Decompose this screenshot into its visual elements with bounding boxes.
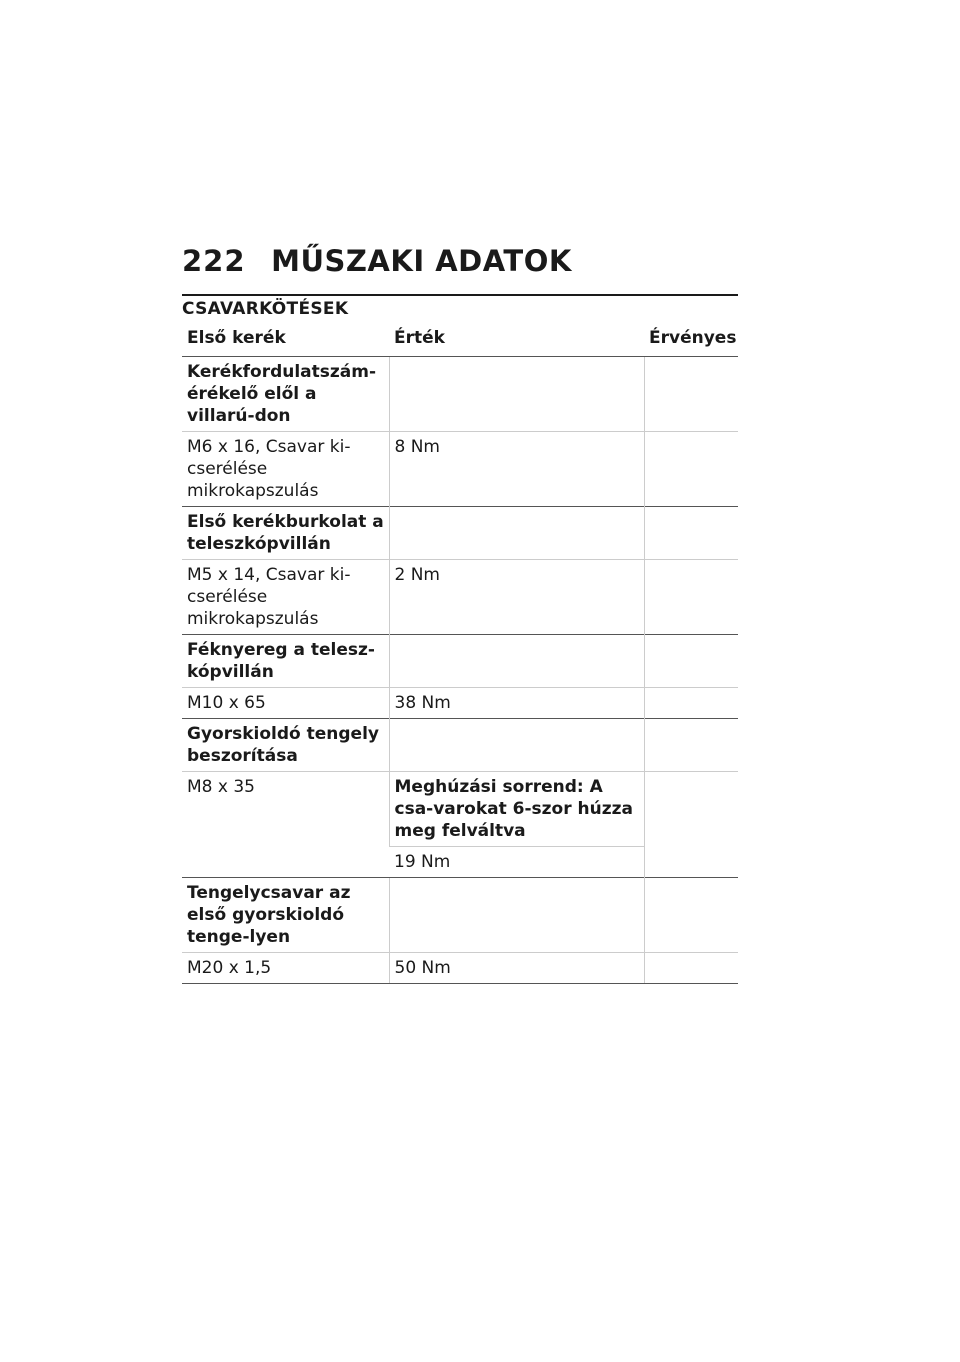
- table-row: [182, 772, 738, 847]
- table-header-row: [182, 322, 738, 357]
- group-value-cell: [389, 878, 644, 953]
- table-group-row: [182, 719, 738, 772]
- page-number: 222: [182, 244, 246, 278]
- group-label: Első kerékburkolat a teleszkópvillán: [182, 507, 389, 560]
- group-label: Tengelycsavar az első gyorskioldó tenge-lyen: [182, 878, 389, 953]
- row-label: M6 x 16, Csavar ki-cserélése mikrokapszulás: [182, 432, 389, 507]
- table-row: [182, 953, 738, 984]
- table-group-row: [182, 635, 738, 688]
- group-label: Féknyereg a telesz-kópvillán: [182, 635, 389, 688]
- row-valid: [644, 432, 738, 507]
- table-row: [182, 560, 738, 635]
- row-value: 2 Nm: [389, 560, 644, 635]
- row-valid: [644, 772, 738, 878]
- table-row: [182, 688, 738, 719]
- row-valid: [644, 953, 738, 984]
- group-value-cell: [389, 719, 644, 772]
- group-value-cell: [389, 635, 644, 688]
- section-title: CSAVARKÖTÉSEK: [182, 299, 349, 319]
- table-group-row: [182, 357, 738, 432]
- table-row: [182, 432, 738, 507]
- row-value: 19 Nm: [389, 847, 644, 878]
- row-value: 8 Nm: [389, 432, 644, 507]
- group-valid-cell: [644, 719, 738, 772]
- page-title: MŰSZAKI ADATOK: [271, 244, 572, 278]
- row-note: Meghúzási sorrend: A csa-varokat 6-szor húzza meg felváltva: [389, 772, 644, 847]
- group-valid-cell: [644, 507, 738, 560]
- row-valid: [644, 560, 738, 635]
- column-header-first-wheel: Első kerék: [182, 322, 389, 357]
- group-label: Gyorskioldó tengely beszorítása: [182, 719, 389, 772]
- row-label: M10 x 65: [182, 688, 389, 719]
- table-group-row: [182, 878, 738, 953]
- page-header: [182, 244, 738, 278]
- row-valid: [644, 688, 738, 719]
- row-value: 38 Nm: [389, 688, 644, 719]
- column-header-value: Érték: [389, 322, 644, 357]
- table-group-row: [182, 507, 738, 560]
- torque-table: [182, 322, 738, 984]
- group-valid-cell: [644, 635, 738, 688]
- header-divider: [182, 294, 738, 296]
- group-valid-cell: [644, 357, 738, 432]
- group-value-cell: [389, 357, 644, 432]
- row-value: 50 Nm: [389, 953, 644, 984]
- group-value-cell: [389, 507, 644, 560]
- column-header-valid: Érvényes: [644, 322, 738, 357]
- row-label: M20 x 1,5: [182, 953, 389, 984]
- row-label: M5 x 14, Csavar ki-cserélése mikrokapszulás: [182, 560, 389, 635]
- row-label: M8 x 35: [182, 772, 389, 878]
- group-valid-cell: [644, 878, 738, 953]
- group-label: Kerékfordulatszám-érékelő elől a villarú-don: [182, 357, 389, 432]
